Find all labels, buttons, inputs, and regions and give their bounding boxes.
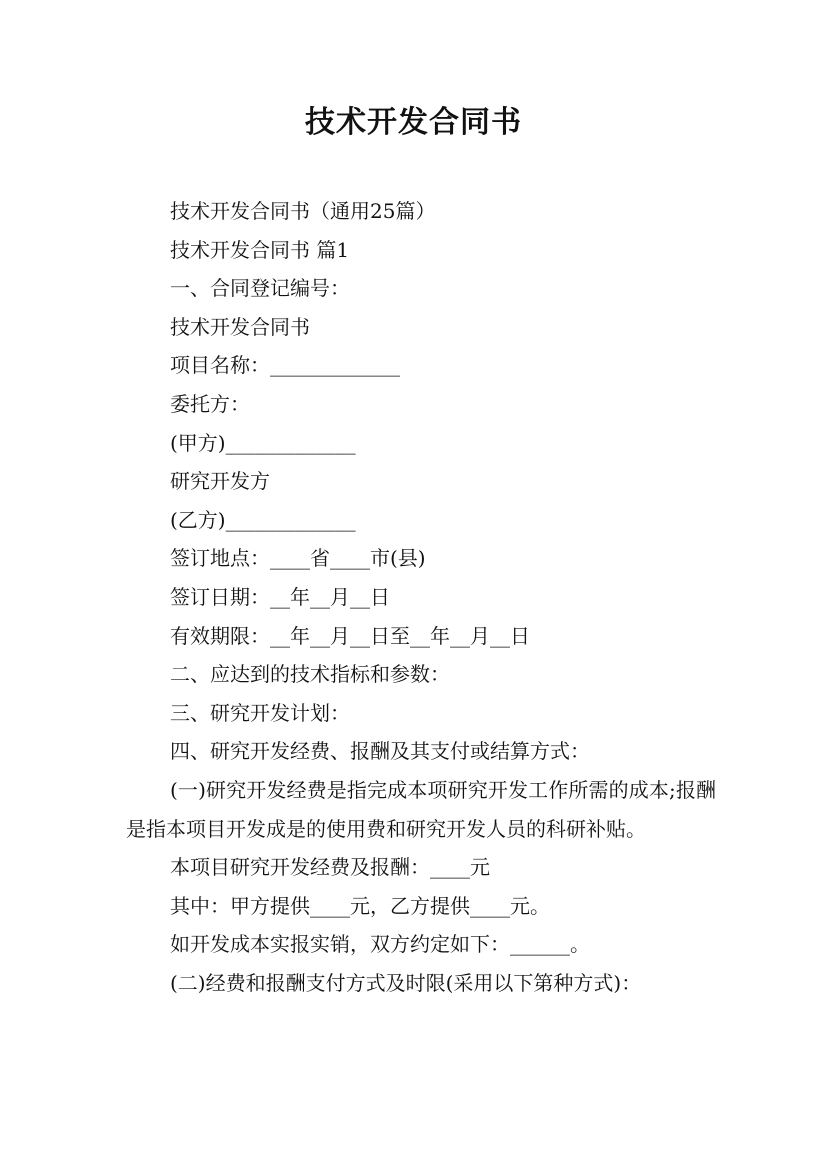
paragraph-contract-registration-number: 一、合同登记编号： <box>170 276 350 301</box>
paragraph-project-name-field: 项目名称：_____________ <box>170 353 400 378</box>
document-body <box>126 192 716 1002</box>
paragraph-party-b-field: (乙方)_____________ <box>170 507 356 532</box>
paragraph-chapter-heading: 技术开发合同书 篇1 <box>170 237 350 262</box>
paragraph-party-a-field: (甲方)_____________ <box>170 430 356 455</box>
paragraph-section-development-plan: 三、研究开发计划： <box>170 700 350 725</box>
paragraph-signing-date-field: 签订日期：__年__月__日 <box>170 584 390 609</box>
paragraph-funding-definition: (一)研究开发经费是指完成本项研究开发工作所需的成本;报酬是指本项目开发成是的使用费和研究开发人员的科研补贴。 <box>126 777 716 841</box>
paragraph-section-funding-payment: 四、研究开发经费、报酬及其支付或结算方式： <box>170 739 590 764</box>
paragraph-collection-title: 技术开发合同书（通用25篇） <box>170 199 436 223</box>
paragraph-client-label: 委托方： <box>170 391 250 416</box>
paragraph-validity-period-field: 有效期限：__年__月__日至__年__月__日 <box>170 623 530 648</box>
document-title: 技术开发合同书 <box>305 105 522 140</box>
paragraph-signing-place-field: 签订地点：____省____市(县) <box>170 546 426 571</box>
paragraph-funding-split-field: 其中：甲方提供____元，乙方提供____元。 <box>170 893 550 918</box>
paragraph-contract-name: 技术开发合同书 <box>170 314 310 339</box>
paragraph-payment-method-heading: (二)经费和报酬支付方式及时限(采用以下第种方式)： <box>170 970 642 995</box>
paragraph-developer-label: 研究开发方 <box>170 469 270 494</box>
paragraph-cost-reimbursement-field: 如开发成本实报实销，双方约定如下：______。 <box>170 932 590 957</box>
paragraph-total-funding-field: 本项目研究开发经费及报酬：____元 <box>170 855 490 880</box>
paragraph-section-technical-indicators: 二、应达到的技术指标和参数： <box>170 662 450 687</box>
